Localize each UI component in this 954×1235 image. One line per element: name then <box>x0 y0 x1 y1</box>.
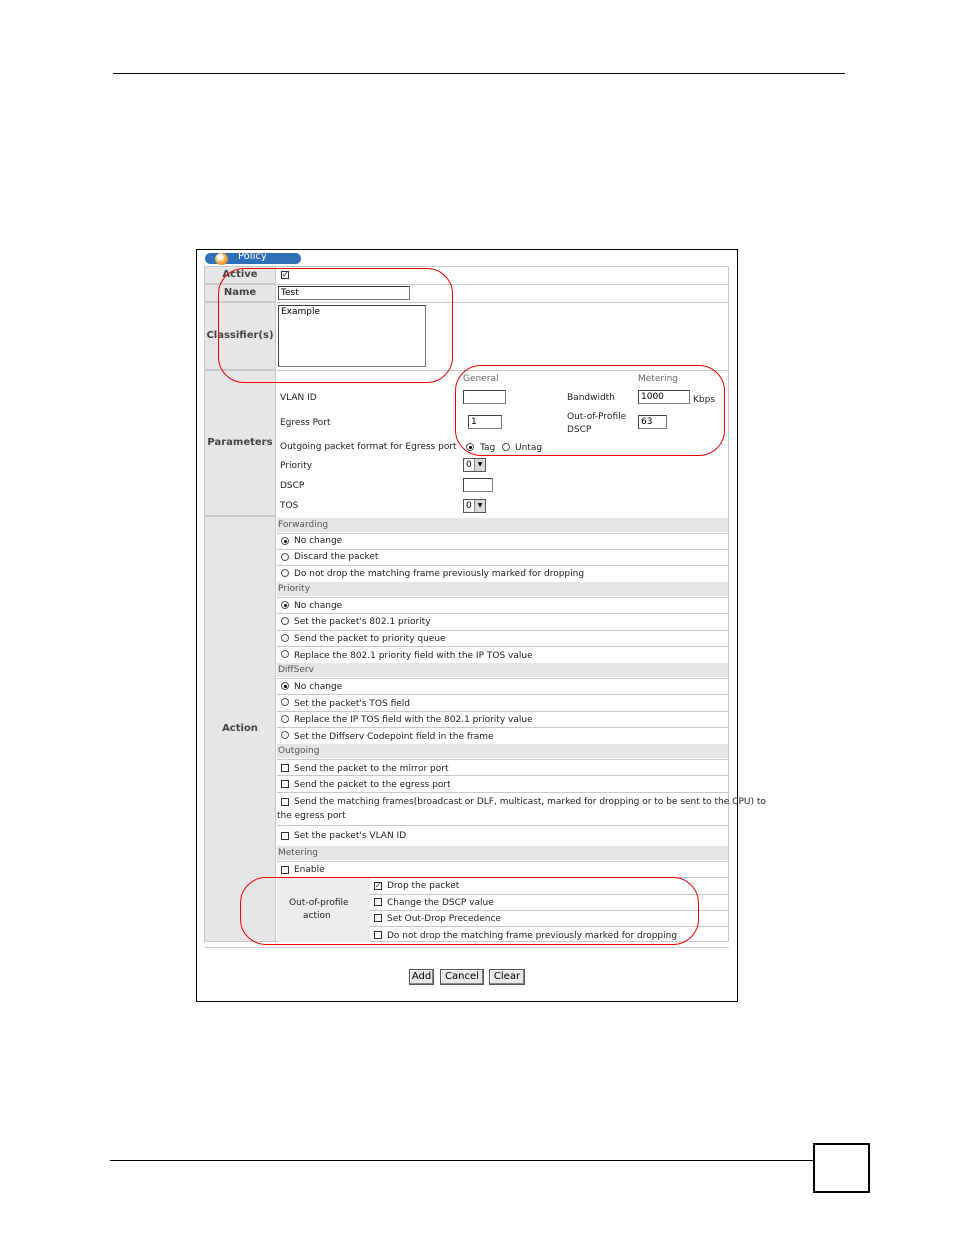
oop-change-dscp-label: Change the DSCP value <box>387 898 494 908</box>
out-vlan-label: Set the packet's VLAN ID <box>294 831 407 841</box>
metering-heading: Metering <box>638 374 678 384</box>
tag-label: Tag <box>480 443 496 453</box>
general-heading: General <box>463 374 499 384</box>
ds-tos-label: Set the packet's TOS field <box>294 699 411 709</box>
ds-codepoint-radio[interactable] <box>281 731 289 739</box>
name-input[interactable]: Test <box>278 286 410 300</box>
chevron-down-icon: ▼ <box>474 500 485 512</box>
priority-value: 0 <box>466 460 472 470</box>
oop-action-label-2: action <box>303 911 331 921</box>
ds-codepoint-label: Set the Diffserv Codepoint field in the frame <box>294 732 494 742</box>
oop-dscp-label-1: Out-of-Profile <box>567 412 627 422</box>
tos-label: TOS <box>280 501 299 511</box>
annotation-oval-out-of-profile <box>240 877 699 945</box>
bandwidth-input[interactable]: 1000 <box>638 390 690 404</box>
outgoing-format-label: Outgoing packet format for Egress port <box>280 442 457 452</box>
pri-queue-radio[interactable] <box>281 634 289 642</box>
fwd-discard-label: Discard the packet <box>294 552 379 562</box>
priority-label: Priority <box>280 461 313 471</box>
vlan-id-label: VLAN ID <box>280 393 317 403</box>
forwarding-heading: Forwarding <box>277 518 728 532</box>
pri-no-change-label: No change <box>294 601 343 611</box>
egress-port-label: Egress Port <box>280 418 331 428</box>
priority-select[interactable] <box>463 458 486 472</box>
fwd-no-change-label: No change <box>294 536 343 546</box>
dscp-label: DSCP <box>280 481 305 491</box>
pri-set-radio[interactable] <box>281 617 289 625</box>
fwd-no-change-radio[interactable] <box>281 537 289 545</box>
fwd-discard-radio[interactable] <box>281 553 289 561</box>
chevron-down-icon: ▼ <box>474 459 485 471</box>
panel-title-bar <box>205 253 301 264</box>
ds-no-change-label: No change <box>294 682 343 692</box>
out-mirror-checkbox[interactable] <box>281 764 289 772</box>
oop-action-label-1: Out-of-profile <box>289 898 349 908</box>
oop-precedence-label: Set Out-Drop Precedence <box>387 914 501 924</box>
ds-tos-radio[interactable] <box>281 698 289 706</box>
kbps-unit: Kbps <box>693 395 716 405</box>
metering-action-heading: Metering <box>277 846 728 860</box>
pri-replace-label: Replace the 802.1 priority field with the IP TOS value <box>294 651 533 661</box>
metering-enable-label: Enable <box>294 865 325 875</box>
dscp-input[interactable] <box>463 478 493 492</box>
ds-replace-label: Replace the IP TOS field with the 802.1 priority value <box>294 715 533 725</box>
annotation-oval-name-classifier <box>218 268 453 383</box>
parameters-label: Parameters <box>204 370 276 516</box>
tos-value: 0 <box>466 501 472 511</box>
metering-enable-checkbox[interactable] <box>281 866 289 874</box>
out-matching-label-1: Send the matching frames(broadcast or DLF, multicast, marked for dropping or to be sent to the CPU) to <box>294 797 766 807</box>
pri-set-label: Set the packet's 802.1 priority <box>294 617 431 627</box>
fwd-do-not-drop-label: Do not drop the matching frame previously marked for dropping <box>294 569 585 579</box>
name-label: Name <box>204 284 276 302</box>
oop-dscp-input[interactable]: 63 <box>638 415 667 429</box>
tos-select[interactable] <box>463 499 486 513</box>
out-egress-label: Send the packet to the egress port <box>294 780 451 790</box>
panel-title: Policy <box>238 251 267 262</box>
priority-heading: Priority <box>277 582 728 596</box>
untag-label: Untag <box>515 443 543 453</box>
ds-replace-radio[interactable] <box>281 715 289 723</box>
policy-icon <box>215 253 228 265</box>
clear-button[interactable]: Clear <box>489 969 525 985</box>
oop-do-not-drop-label: Do not drop the matching frame previously marked for dropping <box>387 931 678 941</box>
egress-port-input[interactable]: 1 <box>468 415 502 429</box>
bandwidth-label: Bandwidth <box>567 393 615 403</box>
fwd-do-not-drop-radio[interactable] <box>281 569 289 577</box>
header-rule <box>113 73 845 74</box>
page-number-box <box>813 1143 870 1193</box>
out-egress-checkbox[interactable] <box>281 780 289 788</box>
active-label: Active <box>204 266 276 284</box>
pri-replace-radio[interactable] <box>281 650 289 658</box>
active-checkbox[interactable]: ✓ <box>282 270 289 279</box>
pri-queue-label: Send the packet to priority queue <box>294 634 446 644</box>
out-matching-checkbox[interactable] <box>281 798 289 806</box>
footer-rule <box>110 1160 814 1161</box>
pri-no-change-radio[interactable] <box>281 601 289 609</box>
add-button[interactable]: Add <box>409 969 434 985</box>
classifiers-label: Classifier(s) <box>204 302 276 370</box>
annotation-oval-parameters <box>455 365 725 456</box>
oop-dscp-label-2: DSCP <box>567 425 592 435</box>
out-vlan-checkbox[interactable] <box>281 832 289 840</box>
button-separator <box>204 947 729 948</box>
cancel-button[interactable]: Cancel <box>440 969 484 985</box>
ds-no-change-radio[interactable] <box>281 682 289 690</box>
action-label: Action <box>204 516 276 942</box>
diffserv-heading: DiffServ <box>277 663 728 677</box>
out-matching-label-2: the egress port <box>277 811 346 821</box>
out-mirror-label: Send the packet to the mirror port <box>294 764 449 774</box>
classifier-option[interactable]: Example <box>281 307 321 317</box>
oop-drop-label: Drop the packet <box>387 881 460 891</box>
outgoing-heading: Outgoing <box>277 744 728 758</box>
oop-drop-checkbox[interactable]: ✓ <box>375 881 382 890</box>
